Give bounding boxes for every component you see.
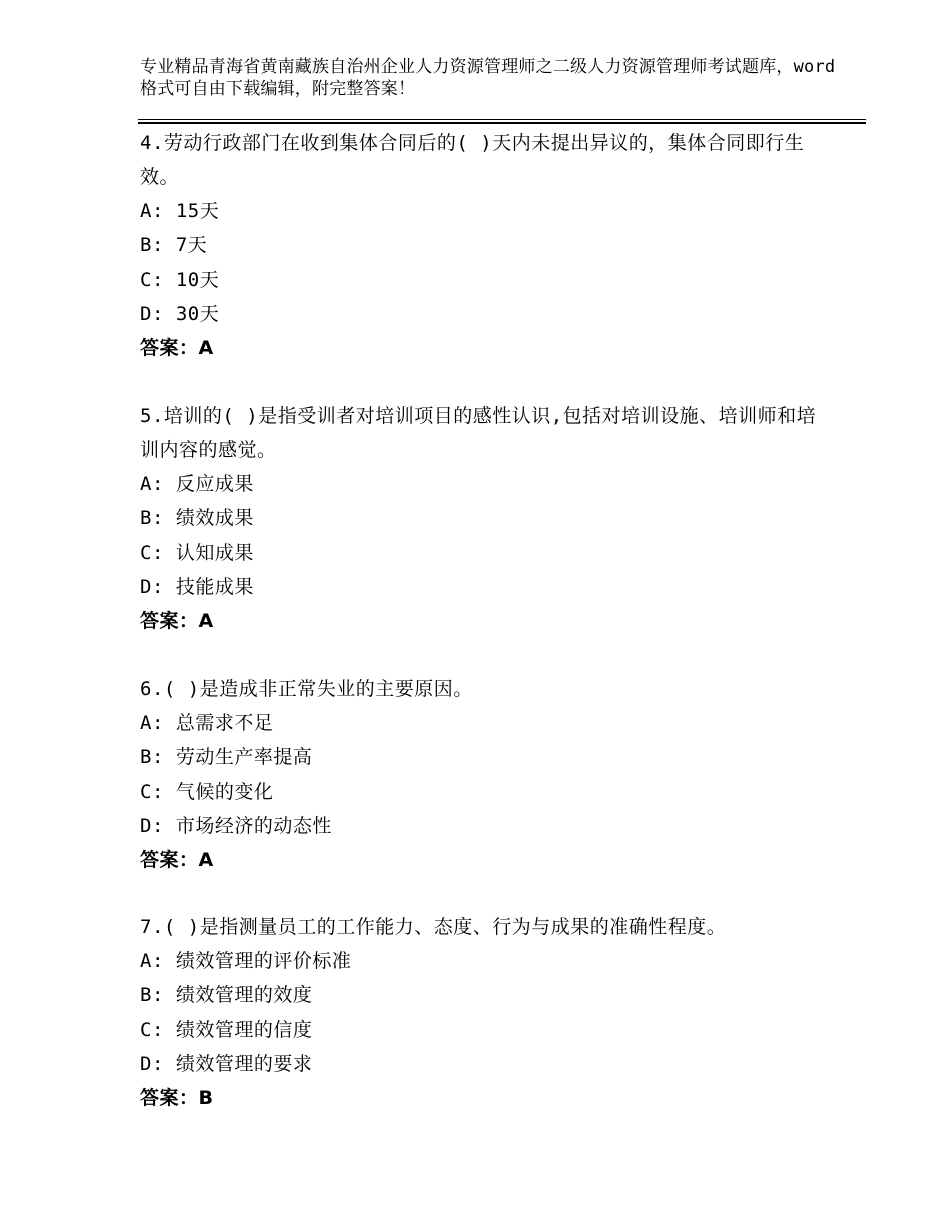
divider-line-thick (138, 122, 866, 124)
option-a: A: 绩效管理的评价标准 (140, 950, 352, 972)
answer-label: 答案：A (140, 849, 214, 872)
option-c: C: 认知成果 (140, 541, 254, 564)
option-c: C: 10天 (140, 268, 220, 291)
option-d: D: 30天 (140, 302, 220, 325)
option-b: B: 绩效成果 (140, 507, 254, 530)
answer-label: 答案：B (140, 1087, 214, 1110)
option-c: C: 气候的变化 (140, 780, 274, 803)
question-5 (140, 399, 820, 638)
document-header: 专业精品青海省黄南藏族自治州企业人力资源管理师之二级人力资源管理师考试题库，word格式可自由下载编辑，附完整答案！ (140, 57, 836, 99)
question-stem: 5.培训的( )是指受训者对培训项目的感性认识,包括对培训设施、培训师和培训内容的感觉。 (140, 405, 817, 461)
question-7 (140, 910, 820, 1115)
option-c: C: 绩效管理的信度 (140, 1018, 313, 1041)
option-a: A: 反应成果 (140, 473, 254, 495)
option-d: D: 技能成果 (140, 575, 254, 598)
answer-label: 答案：A (140, 610, 214, 633)
option-b: B: 劳动生产率提高 (140, 746, 313, 769)
option-d: D: 绩效管理的要求 (140, 1052, 313, 1075)
question-stem: 6.( )是造成非正常失业的主要原因。 (140, 678, 473, 700)
question-stem: 7.( )是指测量员工的工作能力、态度、行为与成果的准确性程度。 (140, 916, 727, 938)
option-a: A: 总需求不足 (140, 712, 274, 734)
option-d: D: 市场经济的动态性 (140, 814, 332, 837)
option-b: B: 绩效管理的效度 (140, 984, 313, 1007)
divider-line-thin (138, 119, 866, 120)
header-divider (138, 119, 866, 125)
option-b: B: 7天 (140, 234, 208, 257)
question-4 (140, 126, 820, 365)
answer-label: 答案：A (140, 337, 214, 360)
question-6 (140, 672, 820, 877)
option-a: A: 15天 (140, 200, 220, 222)
question-stem: 4.劳动行政部门在收到集体合同后的( )天内未提出异议的，集体合同即行生效。 (140, 132, 805, 188)
